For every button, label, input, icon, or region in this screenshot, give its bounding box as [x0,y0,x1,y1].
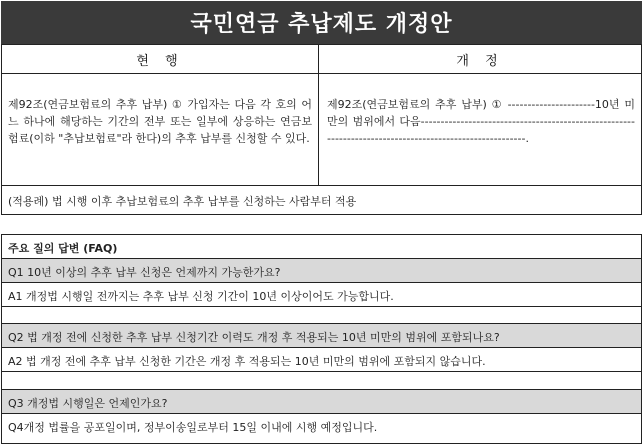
faq-spacer [2,372,641,390]
current-column-header: 현 행 [1,44,319,74]
revised-column-header: 개 정 [318,44,642,74]
faq-answer-1: A1 개정법 시행일 전까지는 추후 납부 신청 기간이 10년 이상이어도 가능합니다. [2,283,641,307]
revised-law-text: 제92조(연금보험료의 추후 납부) ① ----------------------10년 미만의 범위에서 다음--------------------------------------------------------------------------------------------------------. [318,73,642,186]
application-note: (적용례) 법 시행 이후 추납보험료의 추후 납부를 신청하는 사람부터 적용 [1,185,642,215]
page-title: 국민연금 추납제도 개정안 [1,1,642,44]
faq-answer-3: Q4개정 법률을 공포일이며, 정부이송일로부터 15일 이내에 시행 예정입니다. [8,421,378,434]
faq-question-3: Q3 개정법 시행일은 언제인가요? [2,390,641,414]
faq-question-2: Q2 법 개정 전에 신청한 추후 납부 신청기간 이력도 개정 후 적용되는 10년 미만의 범위에 포함되나요? [2,324,641,348]
current-law-text: 제92조(연금보험료의 추후 납부) ① 가입자는 다음 각 호의 어느 하나에 해당하는 기간의 전부 또는 일부에 상응하는 연금보험료(이하 "추납보험료"라 한다)의 추후 납부를 신청할 수 있다. [1,73,319,186]
faq-question-1: Q1 10년 이상의 추후 납부 신청은 언제까지 가능한가요? [2,259,641,283]
faq-answer-2: A2 법 개정 전에 추후 납부 신청한 기간은 개정 후 적용되는 10년 미만의 범위에 포함되지 않습니다. [2,348,641,372]
faq-section [1,234,642,444]
faq-spacer [2,307,641,324]
faq-heading: 주요 질의 답변 (FAQ) [2,235,641,259]
